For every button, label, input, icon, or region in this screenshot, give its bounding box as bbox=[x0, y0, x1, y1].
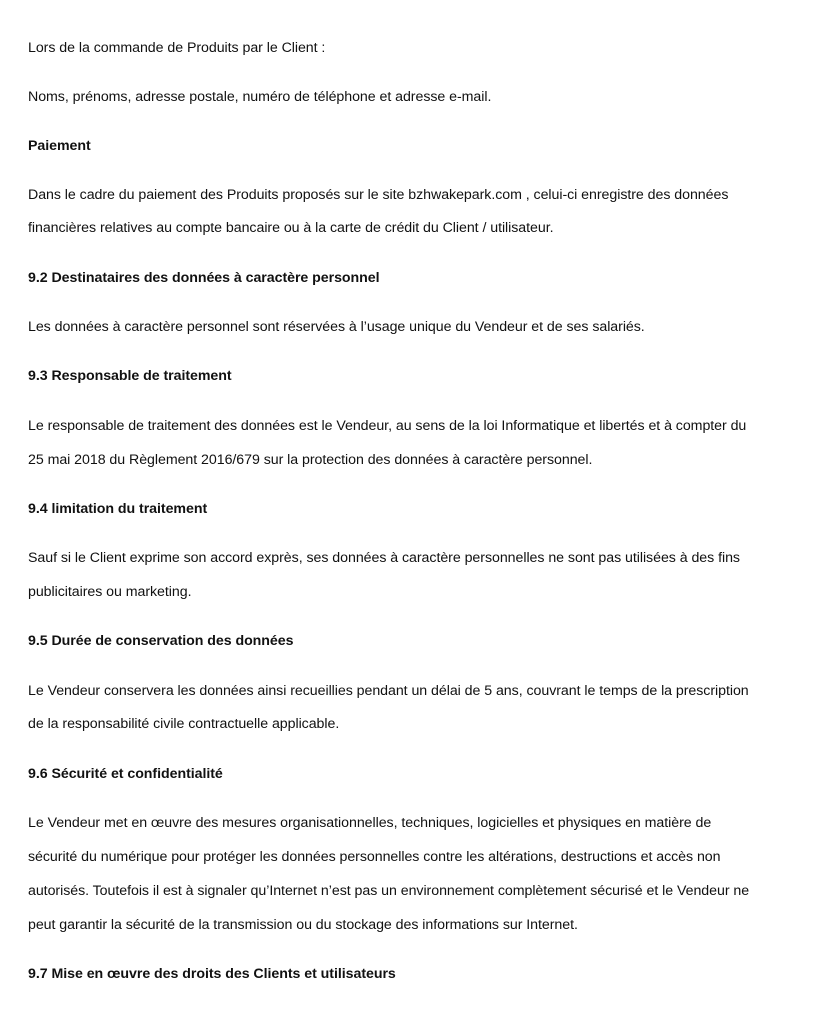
paragraph-line: Le responsable de traitement des données est le Vendeur, au sens de la loi Informatique et libertés et à compter du bbox=[28, 418, 747, 434]
intro-text-line: Lors de la commande de Produits par le Client : bbox=[28, 40, 326, 56]
paragraph-line: 25 mai 2018 du Règlement 2016/679 sur la protection des données à caractère personnel. bbox=[28, 452, 593, 468]
paragraph-line: publicitaires ou marketing. bbox=[28, 584, 192, 600]
paragraph-line: sécurité du numérique pour protéger les données personnelles contre les altérations, destructions et accès non bbox=[28, 849, 721, 865]
paragraph-line: Dans le cadre du paiement des Produits proposés sur le site bzhwakepark.com , celui-ci enregistre des données bbox=[28, 187, 729, 203]
section-heading-9-2: 9.2 Destinataires des données à caractère personnel bbox=[28, 270, 380, 286]
paragraph-line: peut garantir la sécurité de la transmission ou du stockage des informations sur Internet. bbox=[28, 917, 578, 933]
paragraph-line: Le Vendeur met en œuvre des mesures organisationnelles, techniques, logicielles et physiques en matière de bbox=[28, 815, 712, 831]
section-heading-9-7: 9.7 Mise en œuvre des droits des Clients et utilisateurs bbox=[28, 966, 396, 982]
paragraph-line: de la responsabilité civile contractuelle applicable. bbox=[28, 716, 340, 732]
intro-text-line: Noms, prénoms, adresse postale, numéro de téléphone et adresse e-mail. bbox=[28, 89, 492, 105]
section-heading-9-3: 9.3 Responsable de traitement bbox=[28, 368, 232, 384]
paragraph-line: Sauf si le Client exprime son accord exprès, ses données à caractère personnelles ne sont pas utilisées à des fins bbox=[28, 550, 740, 566]
section-heading-9-6: 9.6 Sécurité et confidentialité bbox=[28, 766, 223, 782]
paragraph-line: Les données à caractère personnel sont réservées à l’usage unique du Vendeur et de ses salariés. bbox=[28, 319, 645, 335]
section-heading-paiement: Paiement bbox=[28, 138, 91, 154]
section-heading-9-5: 9.5 Durée de conservation des données bbox=[28, 633, 294, 649]
paragraph-line: Le Vendeur conservera les données ainsi recueillies pendant un délai de 5 ans, couvrant le temps de la prescription bbox=[28, 683, 749, 699]
paragraph-line: autorisés. Toutefois il est à signaler qu’Internet n’est pas un environnement complètement sécurisé et le Vendeur ne bbox=[28, 883, 750, 899]
paragraph-line: financières relatives au compte bancaire ou à la carte de crédit du Client / utilisateur. bbox=[28, 220, 554, 236]
section-heading-9-4: 9.4 limitation du traitement bbox=[28, 501, 208, 517]
